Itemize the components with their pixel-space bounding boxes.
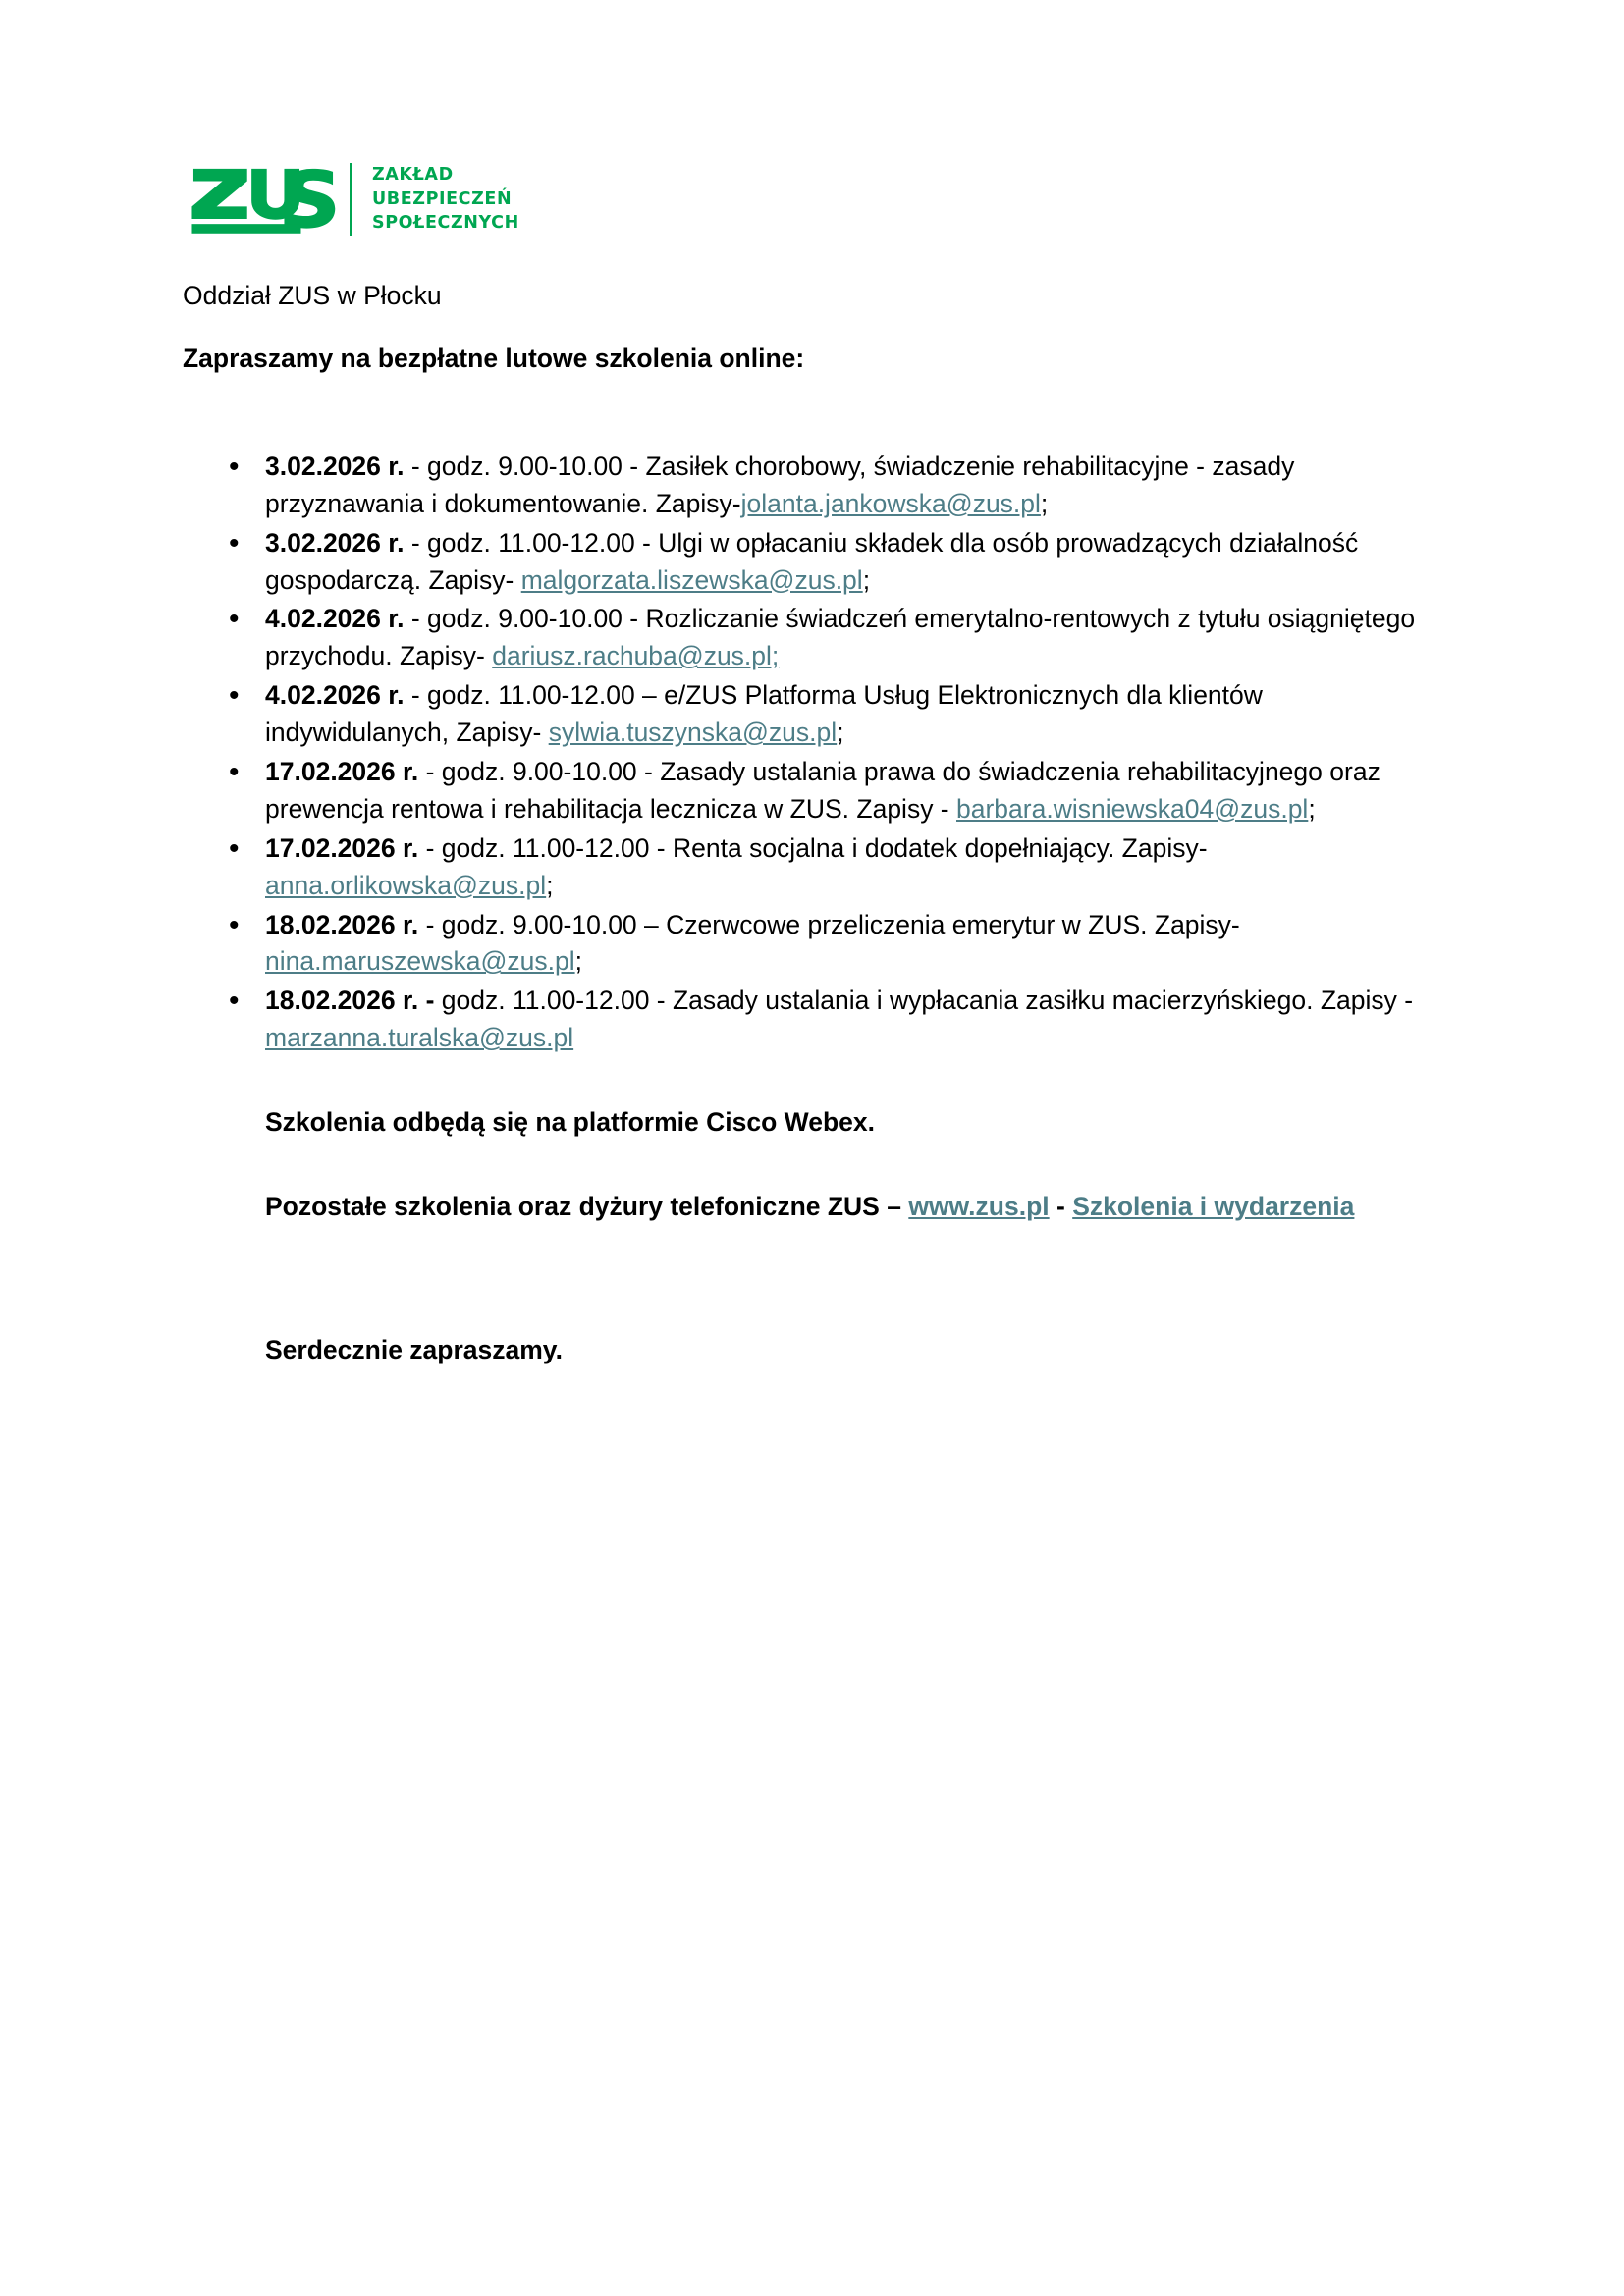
session-details: - godz. 11.00-12.00 - Renta socjalna i dodatek dopełniający. Zapisy- (418, 832, 1208, 863)
session-tail: ; (862, 564, 871, 595)
logo-name-line-2: UBEZPIECZEŃ (372, 188, 513, 209)
list-item (183, 677, 1449, 752)
session-details: godz. 11.00-12.00 - Zasady ustalania i wypłacania zasiłku macierzyńskiego. Zapisy - (434, 986, 1414, 1016)
session-date: 18.02.2026 r. (265, 909, 419, 939)
other-trainings-separator: - (1049, 1192, 1073, 1222)
session-date: 18.02.2026 r. - (265, 986, 435, 1016)
list-item (183, 525, 1449, 600)
session-tail: ; (1040, 488, 1049, 518)
spacer-other (183, 1142, 1449, 1189)
other-trainings-prefix: Pozostałe szkolenia oraz dyżury telefoniczne ZUS – (265, 1192, 909, 1222)
session-date: 3.02.2026 r. (265, 451, 405, 481)
session-details: - godz. 11.00-12.00 – e/ZUS Platforma Usług Elektronicznych dla klientów indywidulanych, Zapisy- (265, 680, 1263, 748)
logo-name-line-3: SPOŁECZNYCH (372, 213, 519, 234)
list-item (183, 754, 1449, 828)
zus-website-link[interactable]: www.zus.pl (908, 1192, 1050, 1222)
session-tail: ; (1308, 793, 1316, 824)
list-item (183, 907, 1449, 982)
document-content (183, 157, 1449, 1369)
platform-note: Szkolenia odbędą się na platformie Cisco Webex. (265, 1107, 875, 1138)
zus-logo (190, 157, 1449, 241)
zus-wordmark-icon (190, 163, 336, 236)
session-tail: ; (837, 718, 844, 748)
logo-divider (350, 163, 352, 236)
session-date: 4.02.2026 r. (265, 604, 405, 634)
logo-name-line-1: ZAKŁAD (372, 164, 454, 185)
session-details: - godz. 9.00-10.00 - Zasiłek chorobowy, świadczenie rehabilitacyjne - zasady przyznawania i dokumentowanie. Zapisy- (265, 451, 1295, 518)
session-date: 4.02.2026 r. (265, 680, 405, 711)
session-email-link[interactable]: anna.orlikowska@zus.pl (265, 870, 547, 900)
list-item (183, 601, 1449, 675)
page-title: Zapraszamy na bezpłatne lutowe szkolenia online: (183, 344, 805, 374)
list-item (183, 830, 1449, 905)
session-details: - godz. 9.00-10.00 - Rozliczanie świadczeń emerytalno-rentowych z tytułu osiągniętego przychodu. Zapisy- (265, 604, 1416, 671)
session-details: - godz. 9.00-10.00 – Czerwcowe przeliczenia emerytur w ZUS. Zapisy- (418, 909, 1240, 939)
other-trainings-note (183, 1189, 1449, 1226)
session-email-link[interactable]: malgorzata.liszewska@zus.pl (520, 564, 863, 595)
session-email-link[interactable]: nina.maruszewska@zus.pl (265, 946, 575, 977)
session-details: - godz. 9.00-10.00 - Zasady ustalania prawa do świadczenia rehabilitacyjnego oraz prewencja rentowa i rehabilitacja lecznicza w ZUS. Zapisy - (265, 757, 1380, 824)
session-date: 17.02.2026 r. (265, 832, 419, 863)
list-item (183, 983, 1449, 1057)
training-session-list (183, 449, 1449, 1057)
session-date: 17.02.2026 r. (265, 757, 419, 786)
closing-note: Serdecznie zapraszamy. (265, 1334, 563, 1364)
session-tail: ; (546, 870, 554, 900)
session-email-link[interactable]: marzanna.turalska@zus.pl (265, 1023, 574, 1053)
spacer-closing (183, 1226, 1449, 1332)
office-name: Oddział ZUS w Płocku (183, 281, 442, 310)
spacer-webex (183, 1059, 1449, 1104)
trainings-events-link[interactable]: Szkolenia i wydarzenia (1072, 1192, 1355, 1222)
session-email-link[interactable]: sylwia.tuszynska@zus.pl (548, 718, 838, 748)
session-details: - godz. 11.00-12.00 - Ulgi w opłacaniu składek dla osób prowadzących działalność gospodarczą. Zapisy- (265, 527, 1359, 595)
session-tail: ; (574, 946, 582, 977)
session-email-link[interactable]: dariusz.rachuba@zus.pl; (492, 641, 780, 671)
logo-name (372, 163, 519, 237)
session-email-link[interactable]: jolanta.jankowska@zus.pl (740, 488, 1041, 518)
list-item (183, 449, 1449, 523)
session-email-link[interactable]: barbara.wisniewska04@zus.pl (956, 793, 1309, 824)
session-date: 3.02.2026 r. (265, 527, 405, 558)
